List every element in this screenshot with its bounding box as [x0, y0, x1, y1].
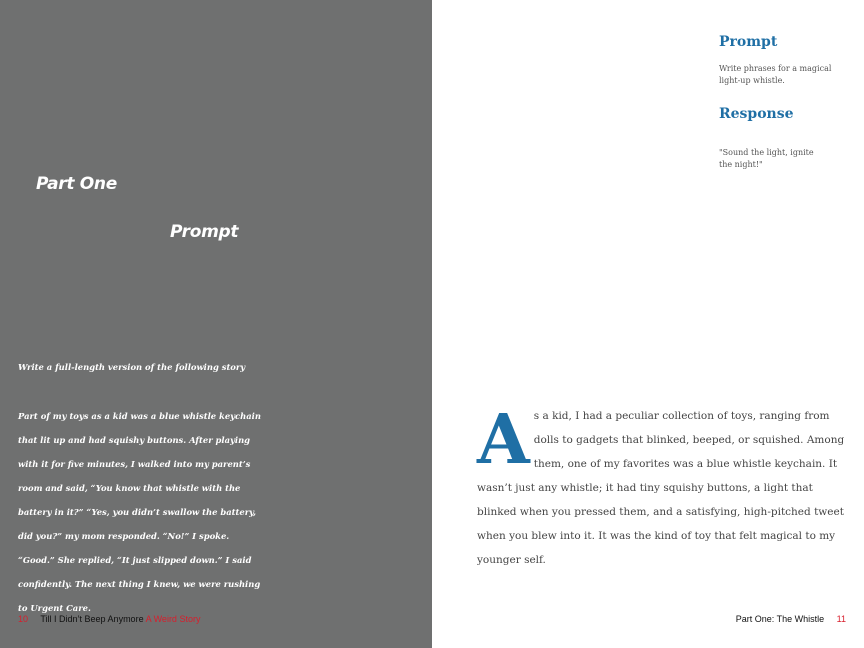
drop-cap: A	[477, 400, 530, 480]
right-page	[432, 0, 864, 648]
page-number-left: 10	[18, 614, 29, 624]
body-paragraph	[477, 400, 849, 572]
body-text: s a kid, I had a peculiar collection of toys, ranging from dolls to gadgets that blinked, beeped, or squished. Among them, one of my favorites was a blue whistle keychain. It wasn’t just any whistle; it had tiny squishy buttons, a light that blinked when you pressed them, and a satisfying, high-pitched tweet when you blew into it. It was the kind of toy that felt magical to my younger self.	[477, 410, 845, 566]
prompt-heading: Prompt	[170, 222, 239, 242]
story-instruction: Write a full-length version of the following story	[18, 362, 246, 372]
left-footer	[18, 614, 200, 624]
story-text: Part of my toys as a kid was a blue whistle keychain that lit up and had squishy buttons. After playing with it for five minutes, I walked into my parent’s room and said, “You know that whistle with the battery in it?” “Yes, you didn’t swallow the battery, did you?” my mom responded. “No!” I spoke. “Good.” She replied, “It just slipped down.” I said confidently. The next thing I knew, we were rushing to Urgent Care.	[18, 411, 261, 613]
sidebar-prompt-text: Write phrases for a magical light-up whistle.	[719, 64, 832, 85]
right-footer	[736, 614, 846, 624]
part-heading: Part One	[36, 174, 117, 194]
page-number-right: 11	[836, 614, 846, 624]
book-title: Till I Didn’t Beep Anymore	[40, 614, 144, 624]
sidebar-response-text: "Sound the light, ignite the night!"	[719, 148, 814, 169]
sidebar-response-heading: Response	[719, 106, 794, 122]
chapter-title: Part One: The Whistle	[735, 614, 825, 624]
sidebar-prompt-heading: Prompt	[719, 34, 778, 50]
book-subtitle: A Weird Story	[145, 614, 201, 624]
